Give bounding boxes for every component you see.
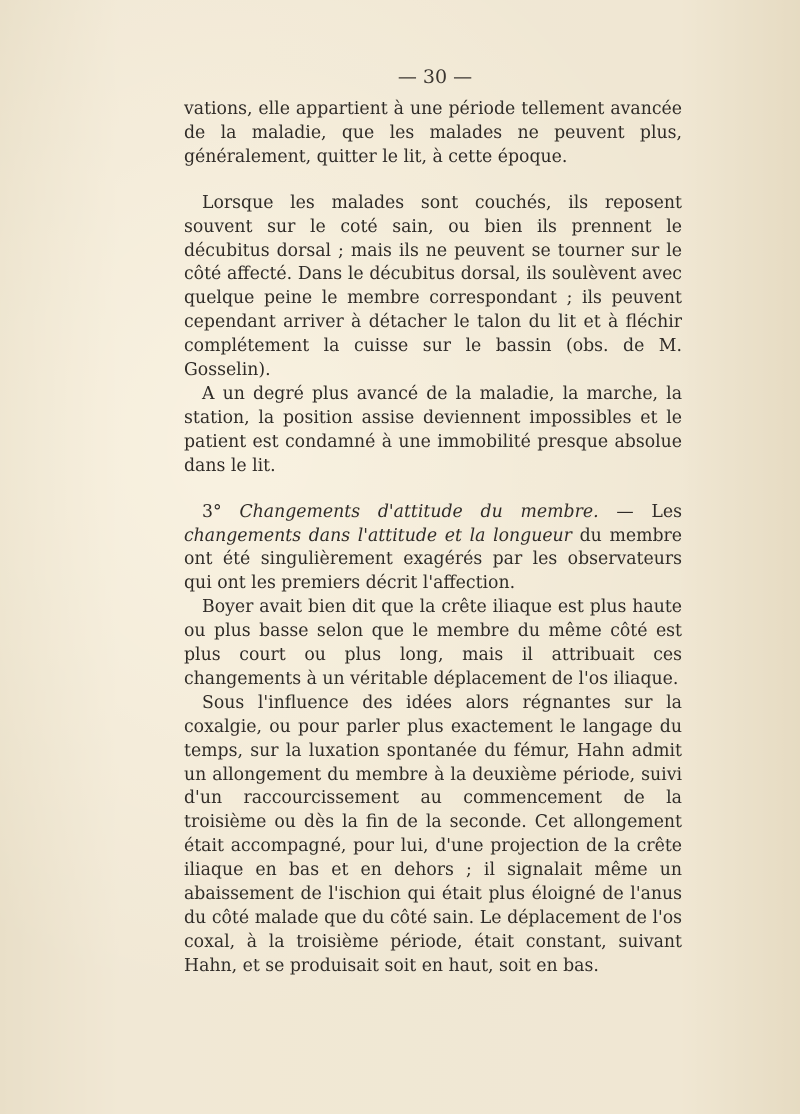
body-text	[184, 98, 682, 979]
paragraph: A un degré plus avancé de la maladie, la marche, la station, la position assise deviennent impossibles et le patient est condamné à une immobilité presque absolue dans le lit.	[184, 383, 682, 476]
section-paragraph	[184, 501, 682, 597]
paragraph-spacer	[184, 170, 682, 192]
paragraph: Boyer avait bien dit que la crête iliaque est plus haute ou plus basse selon que le membre du même côté est plus court ou plus long, mais il attribuait ces changements à un véritable déplacement de l'os iliaque.	[184, 597, 682, 689]
paragraph-text: du membre ont été singulièrement exagérés par les observateurs qui ont les premiers décrit l'affection.	[184, 525, 682, 594]
paragraph: Lorsque les malades sont couchés, ils reposent souvent sur le coté sain, ou bien ils prennent le décubitus dorsal ; mais ils ne peuvent se tourner sur le côté affecté. Dans le décubitus dorsal, ils soulèvent avec quelque peine le membre correspondant ; ils peuvent cependant arriver à détacher le talon du lit et à fléchir complétement la cuisse sur le bassin (obs. de M. Gosselin).	[184, 192, 682, 381]
page-number: — 30 —	[397, 66, 473, 88]
paragraph: vations, elle appartient à une période tellement avancée de la maladie, que les malades ne peuvent plus, généralement, quitter le lit, à cette époque.	[184, 99, 682, 167]
paragraph-spacer	[184, 479, 682, 501]
heading-dash: — Les	[598, 501, 683, 522]
section-heading: Changements d'attitude du membre.	[239, 501, 599, 522]
section-number: 3°	[202, 501, 240, 522]
emphasized-phrase: changements dans l'attitude et la longueur	[184, 525, 572, 546]
paragraph: Sous l'influence des idées alors régnantes sur la coxalgie, ou pour parler plus exactement le langage du temps, sur la luxation spontanée du fémur, Hahn admit un allongement du membre à la deuxième période, suivi d'un raccourcissement au commencement de la troisième ou dès la fin de la seconde. Cet allongement était accompagné, pour lui, d'une projection de la crête iliaque en bas et en dehors ; il signalait même un abaissement de l'ischion qui était plus éloigné de l'anus du côté malade que du côté sain. Le déplacement de l'os coxal, à la troisième période, était constant, suivant Hahn, et se produisait soit en haut, soit en bas.	[184, 692, 682, 976]
